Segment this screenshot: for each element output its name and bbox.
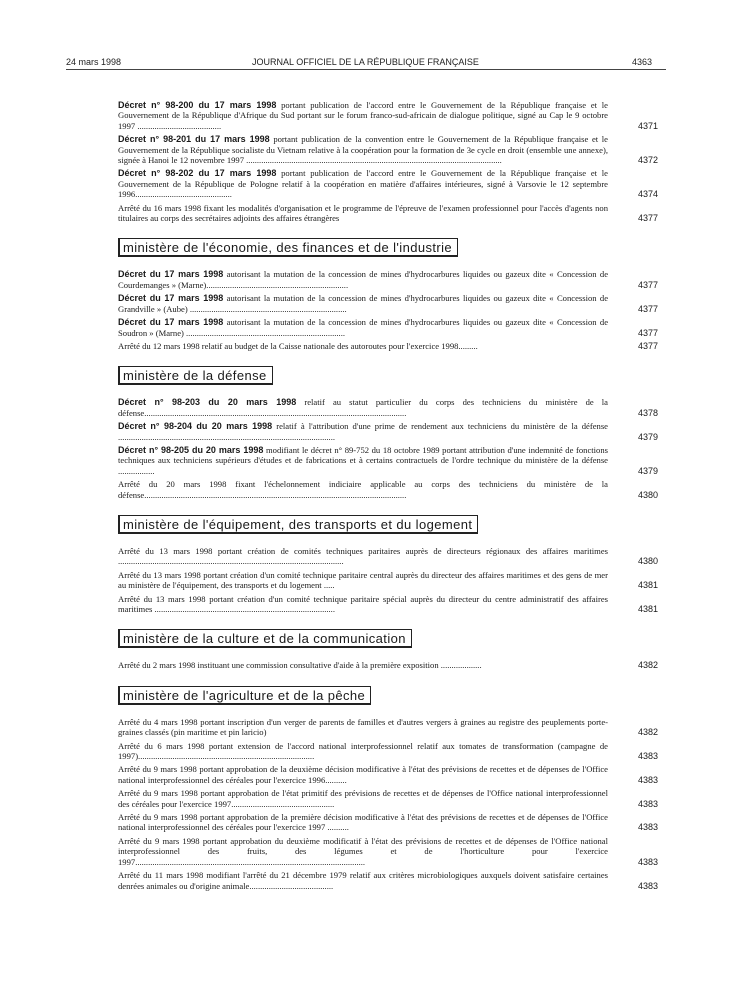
toc-entry-text	[118, 594, 608, 615]
toc-entry-text	[118, 764, 608, 785]
toc-entry-text	[118, 870, 608, 891]
toc-entry[interactable]	[118, 836, 658, 867]
toc-entry-page: 4371	[637, 120, 658, 131]
toc-entry-text	[118, 341, 608, 351]
toc-entry-body: relatif au statut particulier du corps des techniciens du ministère de la défense..........................................................................................................................	[118, 397, 608, 418]
toc-entry-body: Arrêté du 6 mars 1998 portant extension de l'accord national interprofessionnel relatif aux tomates de transformation (campagne de 1997)..................................................................................	[118, 740, 608, 762]
header-title: JOURNAL OFFICIEL DE LA RÉPUBLIQUE FRANÇAISE	[252, 57, 479, 67]
header-rule	[66, 69, 666, 70]
toc-entry-page: 4383	[637, 856, 658, 867]
toc-entry-lead: Décret du 17 mars 1998	[118, 317, 224, 328]
toc-entry-text	[118, 134, 608, 165]
section-heading: ministère de l'agriculture et de la pêche	[118, 686, 371, 705]
toc-entry[interactable]	[118, 397, 658, 418]
toc-entry-body: autorisant la mutation de la concession de mines d'hydrocarbures liquides ou gazeux dite « Concession de Courdemanges » (Marne)..................................................................	[118, 269, 609, 290]
toc-entry-lead: Décret n° 98-203 du 20 mars 1998	[118, 397, 297, 408]
toc-entry[interactable]	[118, 203, 658, 224]
toc-entry-page: 4383	[637, 774, 658, 785]
toc-entry-text	[118, 269, 608, 290]
toc-entry-body: Arrêté du 13 mars 1998 portant création de comités techniques paritaires auprès de directeurs régionaux des affaires maritimes .........................................................................................................	[118, 545, 608, 567]
toc-entry-text	[118, 660, 608, 670]
toc-entry[interactable]	[118, 764, 658, 785]
toc-entry-page: 4374	[637, 189, 658, 200]
toc-entry[interactable]	[118, 341, 658, 351]
toc-entry-body: Arrêté du 9 mars 1998 portant approbation du deuxième modificatif à l'état des prévisions de recettes et de dépenses de l'Office national interprofessionnel des fruits, des légumes et de l'horticulture pour l'exercice 1997...........................................................................................................	[118, 835, 608, 867]
toc-entry-body: Arrêté du 2 mars 1998 instituant une commission consultative d'aide à la première exposition ...................	[118, 660, 482, 671]
toc-entry[interactable]	[118, 660, 658, 670]
toc-entry-text	[118, 317, 608, 338]
toc-entry-page: 4377	[637, 340, 658, 351]
section-heading: ministère de la défense	[118, 366, 273, 385]
toc-entry-body: Arrêté du 13 mars 1998 portant création d'un comité technique paritaire central auprès du directeur des affaires maritimes et des gens de mer au ministère de l'équipement, des transports et du logement .....	[118, 569, 608, 591]
toc-entry-text	[118, 445, 608, 476]
toc-entry-lead: Décret n° 98-204 du 20 mars 1998	[118, 421, 273, 432]
section-heading: ministère de la culture et de la communication	[118, 629, 412, 648]
toc-entry-body: relatif à l'attribution d'une prime de rendement aux techniciens du ministère de la défense .....................................................................................................	[118, 421, 608, 442]
header-page-number: 4363	[632, 57, 653, 67]
toc-entry[interactable]	[118, 717, 658, 738]
toc-entry-page: 4383	[637, 751, 658, 762]
toc-entry-lead: Décret n° 98-201 du 17 mars 1998	[118, 134, 270, 145]
toc-entry-text	[118, 421, 608, 442]
toc-entry-body: autorisant la mutation de la concession de mines d'hydrocarbures liquides ou gazeux dite « Concession de Grandville » (Aube) .........................................................................	[118, 293, 609, 314]
toc-entry-text	[118, 570, 608, 591]
toc-entry-text	[118, 203, 608, 224]
toc-entry-text	[118, 741, 608, 762]
toc-entry[interactable]	[118, 168, 658, 199]
toc-entry[interactable]	[118, 812, 658, 833]
toc-entry[interactable]	[118, 594, 658, 615]
toc-entry[interactable]	[118, 445, 658, 476]
toc-entry[interactable]	[118, 293, 658, 314]
toc-entry-page: 4379	[637, 431, 658, 442]
toc-entry-body: Arrêté du 16 mars 1998 fixant les modalités d'organisation et le programme de l'épreuve de l'examen professionnel pour l'accès d'agents non titulaires au corps des secrétaires adjoints des affaires étrangères	[118, 202, 608, 224]
toc-entry-page: 4377	[637, 327, 658, 338]
toc-entry-text	[118, 836, 608, 867]
toc-entry-page: 4377	[637, 213, 658, 224]
toc-entry[interactable]	[118, 788, 658, 809]
toc-entry[interactable]	[118, 317, 658, 338]
toc-entry[interactable]	[118, 269, 658, 290]
toc-entry-body: Arrêté du 12 mars 1998 relatif au budget de la Caisse nationale des autoroutes pour l'exercice 1998.........	[118, 340, 478, 351]
toc-entry-text	[118, 293, 608, 314]
toc-entry-page: 4377	[637, 303, 658, 314]
toc-entry-body: portant publication de l'accord entre le Gouvernement de la République française et le Gouvernement de la République d'Afrique du Sud portant sur le forum franco-sud-africain de dialogue politique, signé au Cap le 9 octobre 1997 .......................................	[118, 100, 608, 131]
toc-entry-page: 4383	[637, 880, 658, 891]
toc-entry-lead: Décret du 17 mars 1998	[118, 269, 224, 280]
toc-entry-page: 4380	[637, 556, 658, 567]
toc-entry-text	[118, 479, 608, 500]
toc-entry-text	[118, 100, 608, 131]
toc-entry-page: 4381	[637, 580, 658, 591]
toc-entry[interactable]	[118, 570, 658, 591]
toc-entry-page: 4383	[637, 798, 658, 809]
toc-entry-body: Arrêté du 13 mars 1998 portant création d'un comité technique paritaire spécial auprès du directeur du centre administratif des affaires maritimes ....................................................................................	[118, 593, 608, 614]
toc-entry[interactable]	[118, 741, 658, 762]
toc-entry-text	[118, 717, 608, 738]
toc-entry-body: Arrêté du 4 mars 1998 portant inscription d'un verger de parents de familles et d'autres vergers à graines au registre des peuplements porte-graines classés (pin maritime et pin laricio)	[118, 716, 608, 738]
section-heading: ministère de l'économie, des finances et de l'industrie	[118, 238, 458, 257]
toc-entry-body: portant publication de la convention entre le Gouvernement de la République française et le Gouvernement de la République socialiste du Vietnam relative à la coopération pour la formation de 3e cycle en droit (ensemble une annexe), signée à Hanoi le 12 novembre 1997 .......................................................................................................................	[118, 134, 609, 166]
toc-entry-body: Arrêté du 20 mars 1998 fixant l'échelonnement indiciaire applicable au corps des techniciens du ministère de la défense..........................................................................................................................	[118, 479, 608, 500]
toc-entry-text	[118, 397, 608, 418]
section-heading: ministère de l'équipement, des transports et du logement	[118, 515, 478, 534]
table-of-contents	[118, 100, 658, 894]
toc-entry-body: Arrêté du 9 mars 1998 portant approbation de la deuxième décision modificative à l'état des prévisions de recettes et de dépenses de l'Office national interprofessionnel des céréales pour l'exercice 1996..........	[118, 764, 608, 785]
toc-entry-body: autorisant la mutation de la concession de mines d'hydrocarbures liquides ou gazeux dite « Concession de Soudron » (Marne) ..........................................................................	[118, 317, 609, 338]
toc-entry-text	[118, 788, 608, 809]
toc-entry-page: 4377	[637, 279, 658, 290]
toc-entry-text	[118, 812, 608, 833]
toc-entry-page: 4382	[637, 727, 658, 738]
toc-entry-body: modifiant le décret n° 89-752 du 18 octobre 1989 portant attribution d'une indemnité de fonctions techniques aux techniciens supérieurs d'études et de fabrications et à certains contractuels de l'ordre technique du ministère de la défense .................	[118, 444, 608, 476]
toc-entry[interactable]	[118, 134, 658, 165]
toc-entry-page: 4382	[637, 660, 658, 671]
toc-entry[interactable]	[118, 100, 658, 131]
toc-entry-lead: Décret n° 98-200 du 17 mars 1998	[118, 100, 277, 110]
toc-entry[interactable]	[118, 479, 658, 500]
toc-entry-body: Arrêté du 11 mars 1998 modifiant l'arrêté du 21 décembre 1979 relatif aux critères microbiologiques auxquels doivent satisfaire certaines denrées animales ou d'origine animale.......................................	[118, 870, 608, 891]
toc-entry-page: 4378	[637, 407, 658, 418]
toc-entry-lead: Décret n° 98-205 du 20 mars 1998	[118, 444, 264, 455]
toc-entry[interactable]	[118, 870, 658, 891]
toc-entry-page: 4380	[637, 489, 658, 500]
toc-entry-page: 4381	[637, 604, 658, 614]
toc-entry-page: 4379	[637, 465, 658, 476]
toc-entry-lead: Décret du 17 mars 1998	[118, 293, 224, 304]
toc-entry[interactable]	[118, 546, 658, 567]
header-date: 24 mars 1998	[66, 57, 122, 67]
toc-entry-text	[118, 168, 608, 199]
toc-entry-page: 4372	[637, 155, 658, 166]
toc-entry-lead: Décret n° 98-202 du 17 mars 1998	[118, 168, 277, 179]
toc-entry-page: 4383	[637, 822, 658, 833]
page-header	[0, 0, 731, 80]
toc-entry-body: Arrêté du 9 mars 1998 portant approbation de la première décision modificative à l'état des prévisions de recettes et de dépenses de l'Office national interprofessionnel des céréales pour l'exercice 1997 ..........	[118, 812, 608, 833]
toc-entry[interactable]	[118, 421, 658, 442]
toc-entry-text	[118, 546, 608, 567]
toc-entry-body: Arrêté du 9 mars 1998 portant approbation de l'état primitif des prévisions de recettes et de dépenses de l'Office national interprofessionnel des céréales pour l'exercice 1997................................................	[118, 788, 608, 809]
toc-entry-body: portant publication de l'accord entre le Gouvernement de la République française et le Gouvernement de la République de Pologne relatif à la coopération en matière d'affaires intérieures, signé à Varsovie le 12 septembre 1996.............................................	[118, 168, 608, 200]
